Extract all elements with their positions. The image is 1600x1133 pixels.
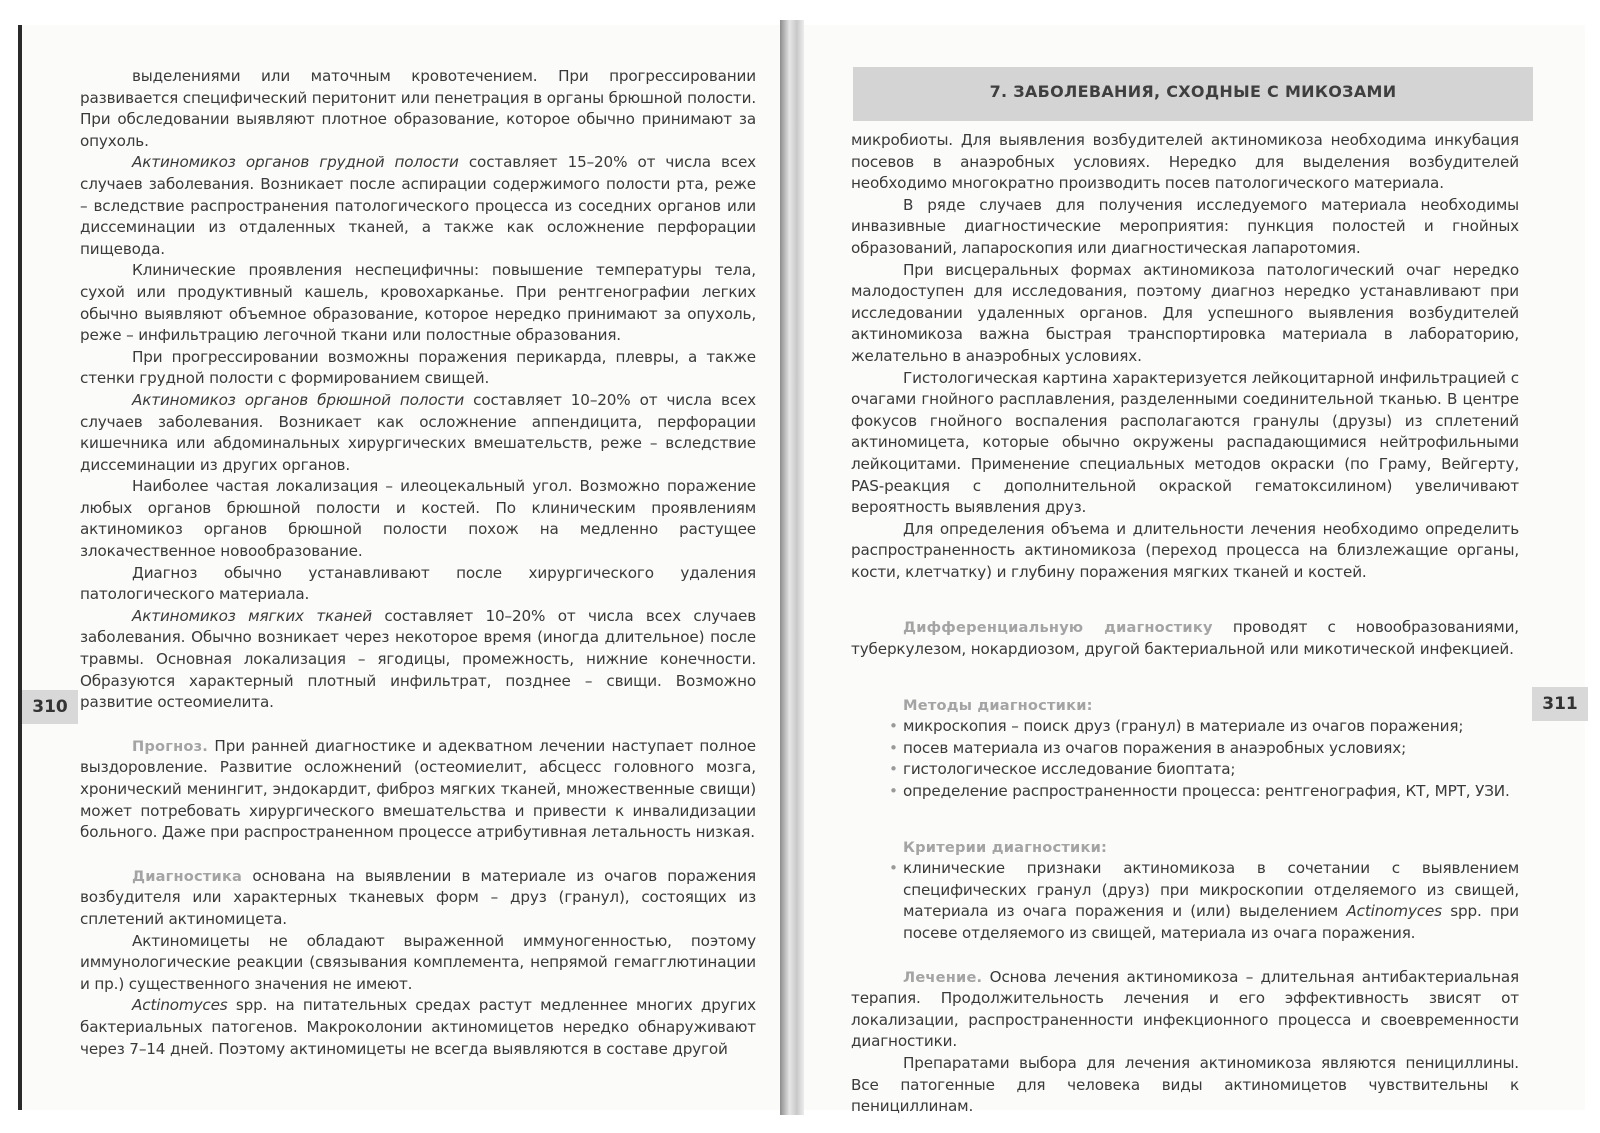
paragraph [851,967,1519,1053]
text-run: Наиболее частая локализация – илеоцекальный угол. Возможно поражение любых органов брюшной полости и костей. По клиническим проявлениям актиномикоз органов брюшной полости похож на медленно растущее злокачественное новообразование. [80,477,756,561]
paragraph [80,390,756,476]
list-item [851,858,1519,944]
paragraph [80,66,756,152]
bullet-icon: • [889,782,898,801]
text-run: В ряде случаев для получения исследуемого материала необходимы инвазивные диагностические мероприятия: пункция полостей и гнойных образований, лапароскопия или диагностическая лапаротомия. [851,195,1519,257]
page-number-left: 310 [22,690,78,724]
criteria-heading-text: Критерии диагностики: [903,838,1108,856]
section-heading: Дифференциальную диагностику [903,619,1213,637]
text-run: основана на выявлении в материале из очагов поражения возбудителя или характерных тканевых форм – друз (гранул), состоящих из сплетений актиномицета. [80,866,756,928]
text-run: выделениями или маточным кровотечением. При прогрессировании развивается специфический перитонит или пенетрация в органы брюшной полости. При обследовании выявляют плотное образование, которое обычно принимают за опухоль. [80,67,756,150]
text-run: клинические признаки актиномикоза в сочетании с выявлением специфических гранул (друз) при микроскопии отделяемого из свищей, материала из очага поражения и (или) выделением [903,859,1519,921]
text-run: Диагноз обычно устанавливают после хирургического удаления патологического материала. [80,563,756,604]
text-run: составляет 10–20% от числа всех случаев заболевания. Возникает как осложнение аппендицита, перфорации кишечника или абдоминальных хирургических вмешательств, реже – вследствие диссеминации из других органов. [80,390,756,474]
text-run: Клинические проявления неспецифичны: повышение температуры тела, сухой или продуктивный кашель, кровохарканье. При рентгенографии легких обычно выявляют объемное образование, которое нередко принимают за опухоль, реже – инфильтрацию легочной ткани или полостные образования. [80,261,756,345]
text-run: spp. при посеве отделяемого из свищей, материала из очага поражения. [903,902,1519,942]
paragraph [80,152,756,260]
italic-term: Актиномикоз органов брюшной полости [132,390,465,409]
list-item [851,738,1519,760]
methods-list [851,716,1519,802]
chapter-title: 7. ЗАБОЛЕВАНИЯ, СХОДНЫЕ С МИКОЗАМИ [989,82,1397,101]
list-item-text: определение распространенности процесса: рентгенография, КТ, МРТ, УЗИ. [903,782,1510,801]
left-page-text [80,66,756,1060]
treatment-section [851,967,1519,1118]
list-item [851,716,1519,738]
paragraph [851,1053,1519,1118]
paragraph [80,866,756,931]
text-run: проводят с новообразованиями, туберкулезом, нокардиозом, другой бактериальной или микотической инфекцией. [851,618,1519,659]
paragraph [851,130,1519,195]
right-paragraphs [851,130,1519,661]
paragraph [80,563,756,606]
italic-term: Актиномикоз органов грудной полости [132,153,459,172]
list-item-text: гистологическое исследование биоптата; [903,760,1236,779]
book-gutter [780,20,804,1115]
paragraph [851,260,1519,368]
paragraph [851,617,1519,660]
criteria-list [851,858,1519,944]
list-item-text: микроскопия – поиск друз (гранул) в материале из очагов поражения; [903,717,1464,736]
text-run: При висцеральных формах актиномикоза патологический очаг нередко малодоступен для исследования, поэтому диагноз нередко устанавливают при исследовании удаленных органов. Для успешного выявления возбудителей актиномикоза важна быстрая транспортировка материала в лабораторию, желательно в анаэробных условиях. [851,260,1519,365]
paragraph [80,476,756,562]
text-run: Для определения объема и длительности лечения необходимо определить распространенность актиномикоза (переход процесса на близлежащие органы, кости, клетчатку) и глубину поражения мягких тканей и костей. [851,519,1519,581]
paragraph [80,736,756,844]
text-run: spp. на питательных средах растут медленнее многих других бактериальных патогенов. Макроколонии актиномицетов нередко обнаруживают через 7–14 дней. Поэтому актиномицеты не всегда выявляются в составе другой [80,996,756,1058]
italic-term: Actinomyces [132,996,228,1015]
italic-term: Actinomyces [1346,902,1442,921]
text-run: микробиоты. Для выявления возбудителей актиномикоза необходима инкубация посевов в анаэробных условиях. Нередко для выделения возбудителей необходимо многократно производить посев патологического материала. [851,131,1519,193]
paragraph [851,195,1519,260]
text-run: Актиномицеты не обладают выраженной иммуногенностью, поэтому иммунологические реакции (связывания комплемента, непрямой гемагглютинации и пр.) существенного значения не имеют. [80,931,756,993]
section-heading: Прогноз. [132,737,209,755]
bullet-icon: • [889,760,898,779]
bullet-icon: • [889,859,898,878]
paragraph [80,347,756,390]
paragraph [80,606,756,714]
section-heading: Диагностика [132,867,243,885]
methods-heading [851,695,1519,717]
list-item [851,759,1519,781]
bullet-icon: • [889,717,898,736]
list-item [851,781,1519,803]
list-item-text: посев материала из очагов поражения в анаэробных условиях; [903,738,1407,757]
text-run: составляет 10–20% от числа всех случаев заболевания. Обычно возникает через некоторое время (иногда длительное) после травмы. Основная локализация – ягодицы, промежность, нижние конечности. Образуются характерный плотный инфильтрат, позднее – свищи. Возможно развитие остеомиелита. [80,606,756,712]
page-number-right: 311 [1532,687,1588,721]
text-run: Гистологическая картина характеризуется лейкоцитарной инфильтрацией с очагами гнойного расплавления, разделенными соединительной тканью. В центре фокусов гнойного воспаления располагаются гранулы (друзы) из сплетений актиномицета, которые обычно окружены распадающимися нейтрофильными лейкоцитами. Применение специальных методов окраски (по Граму, Вейгерту, PAS-реакция с дополнительной окраской гематоксилином) увеличивают вероятность выявления друз. [851,368,1519,517]
text-run: Основа лечения актиномикоза – длительная антибактериальная терапия. Продолжительность лечения и его эффективность звисят от локализации, распространенности инфекционного процесса и своевременности диагностики. [851,967,1519,1051]
criteria-heading [851,837,1519,859]
paragraph [80,995,756,1060]
italic-term: Актиномикоз мягких тканей [132,606,372,625]
paragraph [80,931,756,996]
paragraph [80,260,756,346]
paragraph [851,368,1519,519]
methods-heading-text: Методы диагностики: [903,696,1093,714]
right-page-text [851,130,1519,1118]
text-run: При прогрессировании возможны поражения перикарда, плевры, а также стенки грудной полости с формированием свищей. [80,347,756,388]
text-run: Препаратами выбора для лечения актиномикоза являются пенициллины. Все патогенные для человека виды актиномицетов чувствительны к пенициллинам. [851,1053,1519,1116]
text-run: составляет 15–20% от числа всех случаев заболевания. Возникает после аспирации содержимого полости рта, реже – вследствие распространения патологического процесса из соседних органов или диссеминации из отдаленных тканей, а также как осложнение перфорации пищевода. [80,153,756,258]
text-run: При ранней диагностике и адекватном лечении наступает полное выздоровление. Развитие осложнений (остеомиелит, абсцесс головного мозга, хронический менингит, эндокардит, фиброз мягких тканей, множественные свищи) может потребовать хирургического вмешательства и привести к инвалидизации больного. Даже при распространенном процессе атрибутивная летальность низкая. [80,736,756,842]
bullet-icon: • [889,738,898,757]
section-heading: Лечение. [903,968,983,986]
paragraph [851,519,1519,584]
